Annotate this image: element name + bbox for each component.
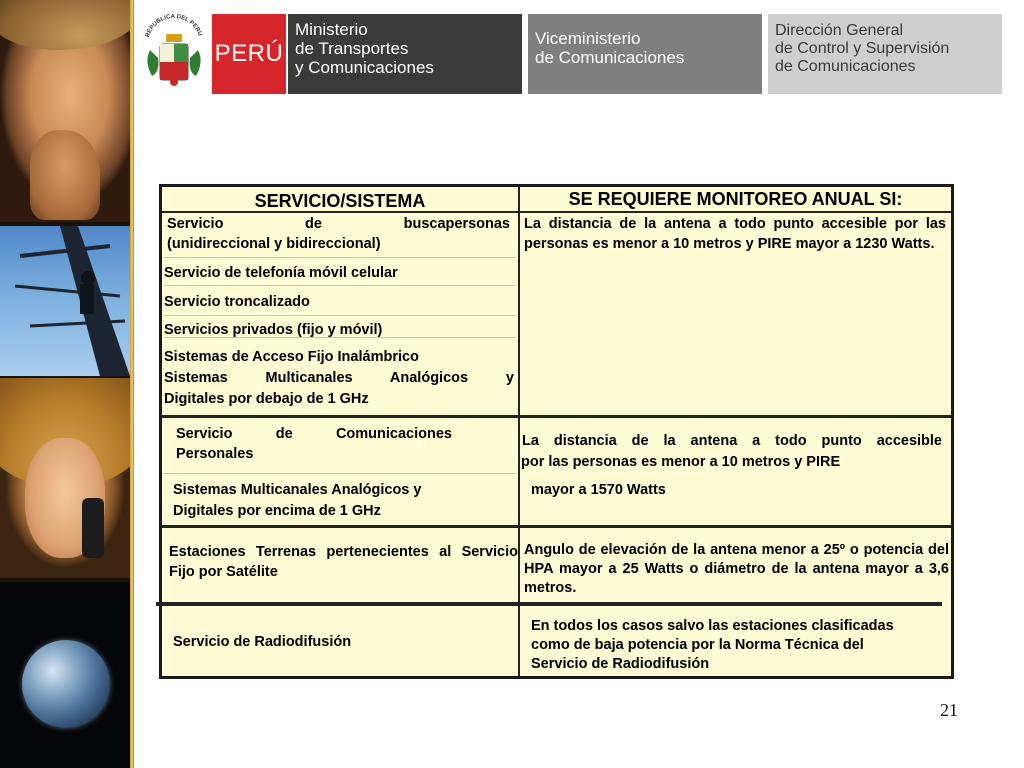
photo-earth-globe bbox=[0, 582, 130, 768]
service-multicanales-above: Sistemas Multicanales Analógicos y bbox=[173, 482, 422, 498]
requirement-group3: Angulo de elevación de la antena menor a 25º o potencia del HPA mayor a 25 Watts o diámetro de la antena mayor a 3,6 metros. bbox=[524, 542, 949, 596]
requirement-group4-line2: como de baja potencia por la Norma Técnica del bbox=[531, 637, 864, 653]
service-radiodifusion: Servicio de Radiodifusión bbox=[173, 634, 352, 650]
direction-line-2: de Control y Supervisión bbox=[775, 40, 950, 57]
requirement-group2-line3: mayor a 1570 Watts bbox=[531, 482, 666, 498]
group1-rule bbox=[162, 415, 951, 418]
requirement-group4-line1: En todos los casos salvo las estaciones clasificadas bbox=[531, 618, 894, 634]
service-acceso-fijo: Sistemas de Acceso Fijo Inalámbrico bbox=[164, 349, 419, 365]
requirement-group2-line1: La distancia de la antena a todo punto accesible bbox=[522, 433, 942, 449]
service-buscapersonas: Servicio de buscapersonas bbox=[167, 216, 510, 232]
photo-antenna-worker bbox=[0, 226, 130, 376]
crest-caption: REPUBLICA DEL PERU bbox=[144, 14, 203, 39]
photo-man-thinking bbox=[0, 0, 130, 222]
viceministry-line-1: Viceministerio bbox=[535, 29, 641, 48]
service-troncalizado: Servicio troncalizado bbox=[164, 294, 310, 310]
header-monitoreo: SE REQUIERE MONITOREO ANUAL SI: bbox=[568, 189, 903, 209]
photo-woman-phone bbox=[0, 378, 130, 578]
peru-coat-of-arms bbox=[140, 14, 208, 94]
requirement-group2-line2: por las personas es menor a 10 metros y PIRE bbox=[521, 454, 841, 470]
header-servicio-sistema: SERVICIO/SISTEMA bbox=[254, 191, 426, 211]
ministry-line-2: de Transportes bbox=[295, 39, 409, 58]
decorative-photo-strip bbox=[0, 0, 130, 768]
service-telefonia-movil: Servicio de telefonía móvil celular bbox=[164, 265, 398, 281]
requirement-group4-line3: Servicio de Radiodifusión bbox=[531, 656, 710, 672]
peru-logo bbox=[212, 14, 286, 94]
service-privados: Servicios privados (fijo y móvil) bbox=[164, 322, 383, 338]
service-multicanales-below: Sistemas Multicanales Analógicos y bbox=[164, 370, 514, 386]
direction-line-1: Dirección General bbox=[775, 22, 904, 39]
group3-rule bbox=[156, 602, 942, 606]
group2-rule bbox=[162, 525, 951, 528]
service-pcs: Servicio de Comunicaciones bbox=[176, 426, 452, 442]
monitoring-table bbox=[159, 184, 954, 679]
requirement-group1: La distancia de la antena a todo punto accesible por las personas es menor a 10 metros y PIRE mayor a 1230 Watts. bbox=[524, 216, 946, 252]
ministry-line-1: Ministerio bbox=[295, 20, 368, 39]
ministry-line-3: y Comunicaciones bbox=[295, 58, 434, 77]
service-multicanales-below-detail: Digitales por debajo de 1 GHz bbox=[164, 391, 369, 407]
ministry-box bbox=[288, 14, 522, 94]
direction-line-3: de Comunicaciones bbox=[775, 58, 916, 75]
service-buscapersonas-detail: (unidireccional y bidireccional) bbox=[167, 236, 381, 252]
service-multicanales-above-detail: Digitales por encima de 1 GHz bbox=[173, 503, 381, 519]
viceministry-box bbox=[528, 14, 762, 94]
globe-icon bbox=[22, 640, 110, 728]
gold-divider bbox=[130, 0, 134, 768]
peru-label: PERÚ bbox=[214, 40, 284, 67]
direction-box bbox=[768, 14, 1002, 94]
page-number: 21 bbox=[940, 700, 958, 720]
service-pcs-detail: Personales bbox=[176, 446, 254, 462]
viceministry-line-2: de Comunicaciones bbox=[535, 48, 685, 67]
service-estaciones-terrenas: Estaciones Terrenas pertenecientes al Servicio Fijo por Satélite bbox=[169, 544, 518, 580]
